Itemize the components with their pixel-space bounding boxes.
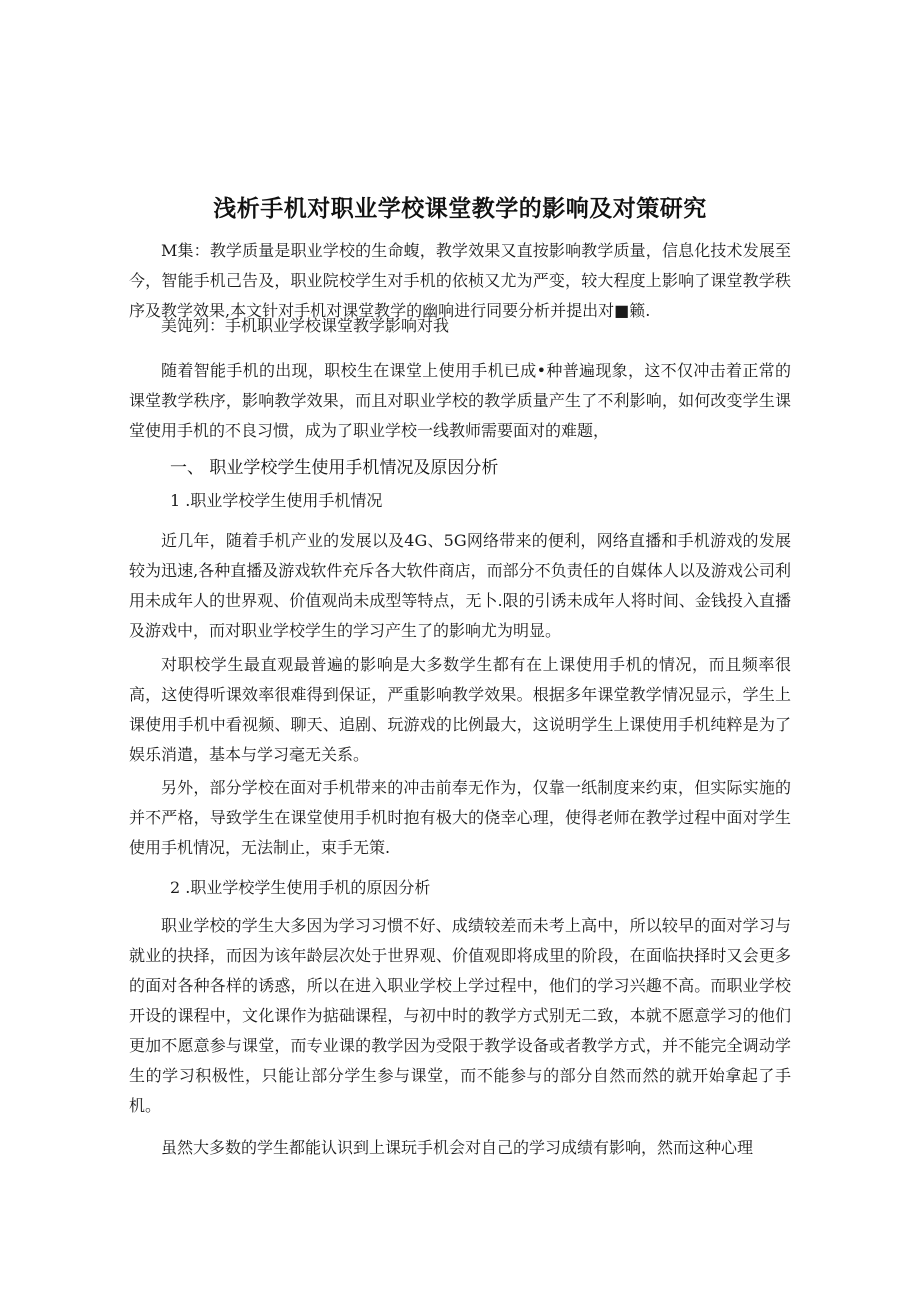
- document-title: 浅析手机对职业学校课堂教学的影响及对策研究: [213, 196, 707, 222]
- subsection-2-heading: 2 .职业学校学生使用手机的原因分析: [170, 878, 431, 897]
- body-paragraph-5: 虽然大多数的学生都能认识到上课玩手机会对自己的学习成绩有影响，然而这种心理: [161, 1138, 754, 1157]
- body-paragraph-1: 近几年，随着手机产业的发展以及4G、5G网络带来的便利，网络直播和手机游戏的发展较为迅速,各种直播及游戏软件充斥各大软件商店，而部分不负责任的自媒体人以及游戏公司利用未成年人的世界观、价值观尚未成型等特点，无卜.限的引诱未成年人将时间、金钱投入直播及游戏中，而对职业学校学生的学习产生了的影响尤为明显。: [129, 531, 791, 640]
- body-paragraph-4: 职业学校的学生大多因为学习习惯不好、成绩较差而未考上高中，所以较早的面对学习与就业的抉择，而因为该年龄层次处于世界观、价值观即将成里的阶段，在面临抉择时又会更多的面对各种各样的诱惑，所以在进入职业学校上学过程中，他们的学习兴趣不高。而职业学校开设的课程中，文化课作为掂础课程，与初中时的教学方式别无二致，本就不愿意学习的他们更加不愿意参与课堂，而专业课的教学因为受限于教学设备或者教学方式，并不能完全调动学生的学习积极性，只能让部分学生参与课堂，而不能参与的部分自然而然的就开始拿起了手机。: [129, 916, 791, 1115]
- subsection-1-heading: 1 .职业学校学生使用手机情况: [170, 491, 383, 510]
- abstract-paragraph: M集：教学质量是职业学校的生命蝮，教学效果又直按影响教学质量，信息化技术发展至今，智能手机己告及，职业院校学生对手机的依桢又尤为严变，较大程度上影响了课堂教学秩序及教学效果,本文针对手机对课堂教学的幽响进行同要分析并提出对■籁.: [129, 241, 791, 320]
- body-paragraph-3: 另外，部分学校在面对手机带来的冲击前奉无作为，仅靠一纸制度来约束，但实际实施的并不严格，导致学生在课堂使用手机时抱有极大的侥幸心理，使得老师在教学过程中面对学生使用手机情况，无法制止，束手无策.: [129, 778, 791, 857]
- body-paragraph-2: 对职校学生最直观最普遍的影响是大多数学生都有在上课使用手机的情况，而且频率很高，这使得听课效率很难得到保证，严重影响教学效果。根据多年课堂教学情况显示，学生上课使用手机中看视频、聊天、追剧、玩游戏的比例最大，这说明学生上课使用手机纯粹是为了娱乐消遣，基本与学习毫无关系。: [129, 655, 791, 764]
- keywords-line: 美饨列：手机职业学校课堂教学影响对我: [161, 316, 450, 335]
- section-1-heading: 一、 职业学校学生使用手机情况及原因分析: [170, 458, 499, 478]
- intro-paragraph: 随着智能手机的出现，职校生在课堂上使用手机已成•种普遍现象，这不仅冲击着正常的课堂教学秩序，影响教学效果，而且对职业学校的教学质量产生了不利影响，如何改变学生课堂使用手机的不良习惯，成为了职业学校一线教师需要面对的难题，: [129, 361, 791, 440]
